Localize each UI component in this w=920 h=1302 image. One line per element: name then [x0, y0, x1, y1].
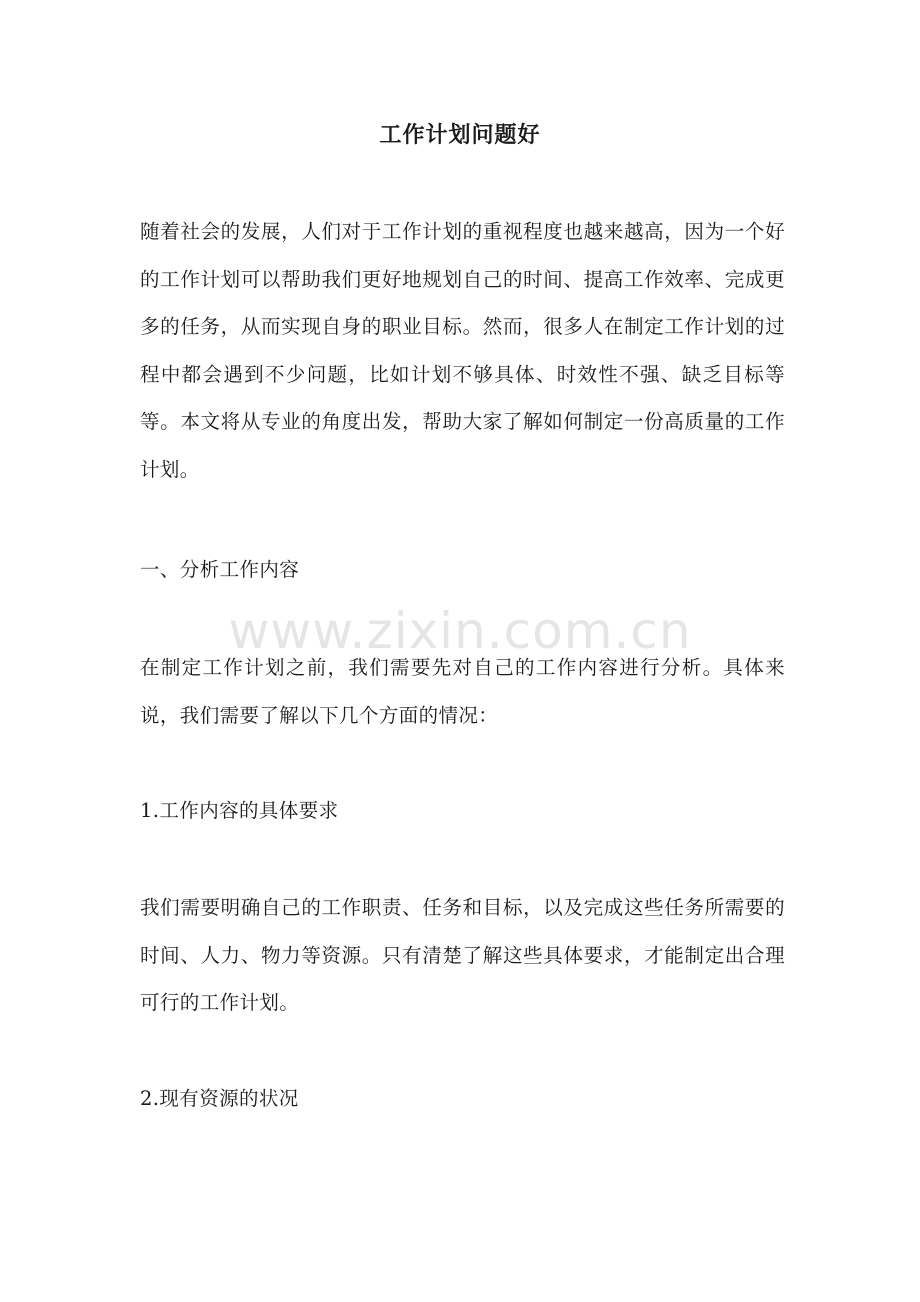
- section-heading: 一、分析工作内容: [140, 558, 300, 581]
- subsection-heading-1: 1.工作内容的具体要求: [140, 799, 339, 822]
- intro-paragraph: 随着社会的发展，人们对于工作计划的重视程度也越来越高，因为一个好的工作计划可以帮助我们更好地规划自己的时间、提高工作效率、完成更多的任务，从而实现自身的职业目标。然而，很多人在制定工作计划的过程中都会遇到不少问题，比如计划不够具体、时效性不强、缺乏目标等等。本文将从专业的角度出发，帮助大家了解如何制定一份高质量的工作计划。: [140, 220, 785, 481]
- subsection-paragraph-1: 我们需要明确自己的工作职责、任务和目标，以及完成这些任务所需要的时间、人力、物力等资源。只有清楚了解这些具体要求，才能制定出合理可行的工作计划。: [140, 896, 785, 1014]
- watermark: www.zixin.com.cn: [228, 602, 692, 660]
- section-intro-paragraph: 在制定工作计划之前，我们需要先对自己的工作内容进行分析。具体来说，我们需要了解以下几个方面的情况：: [140, 656, 785, 727]
- document-title: 工作计划问题好: [379, 123, 541, 148]
- subsection-heading-2: 2.现有资源的状况: [140, 1087, 299, 1110]
